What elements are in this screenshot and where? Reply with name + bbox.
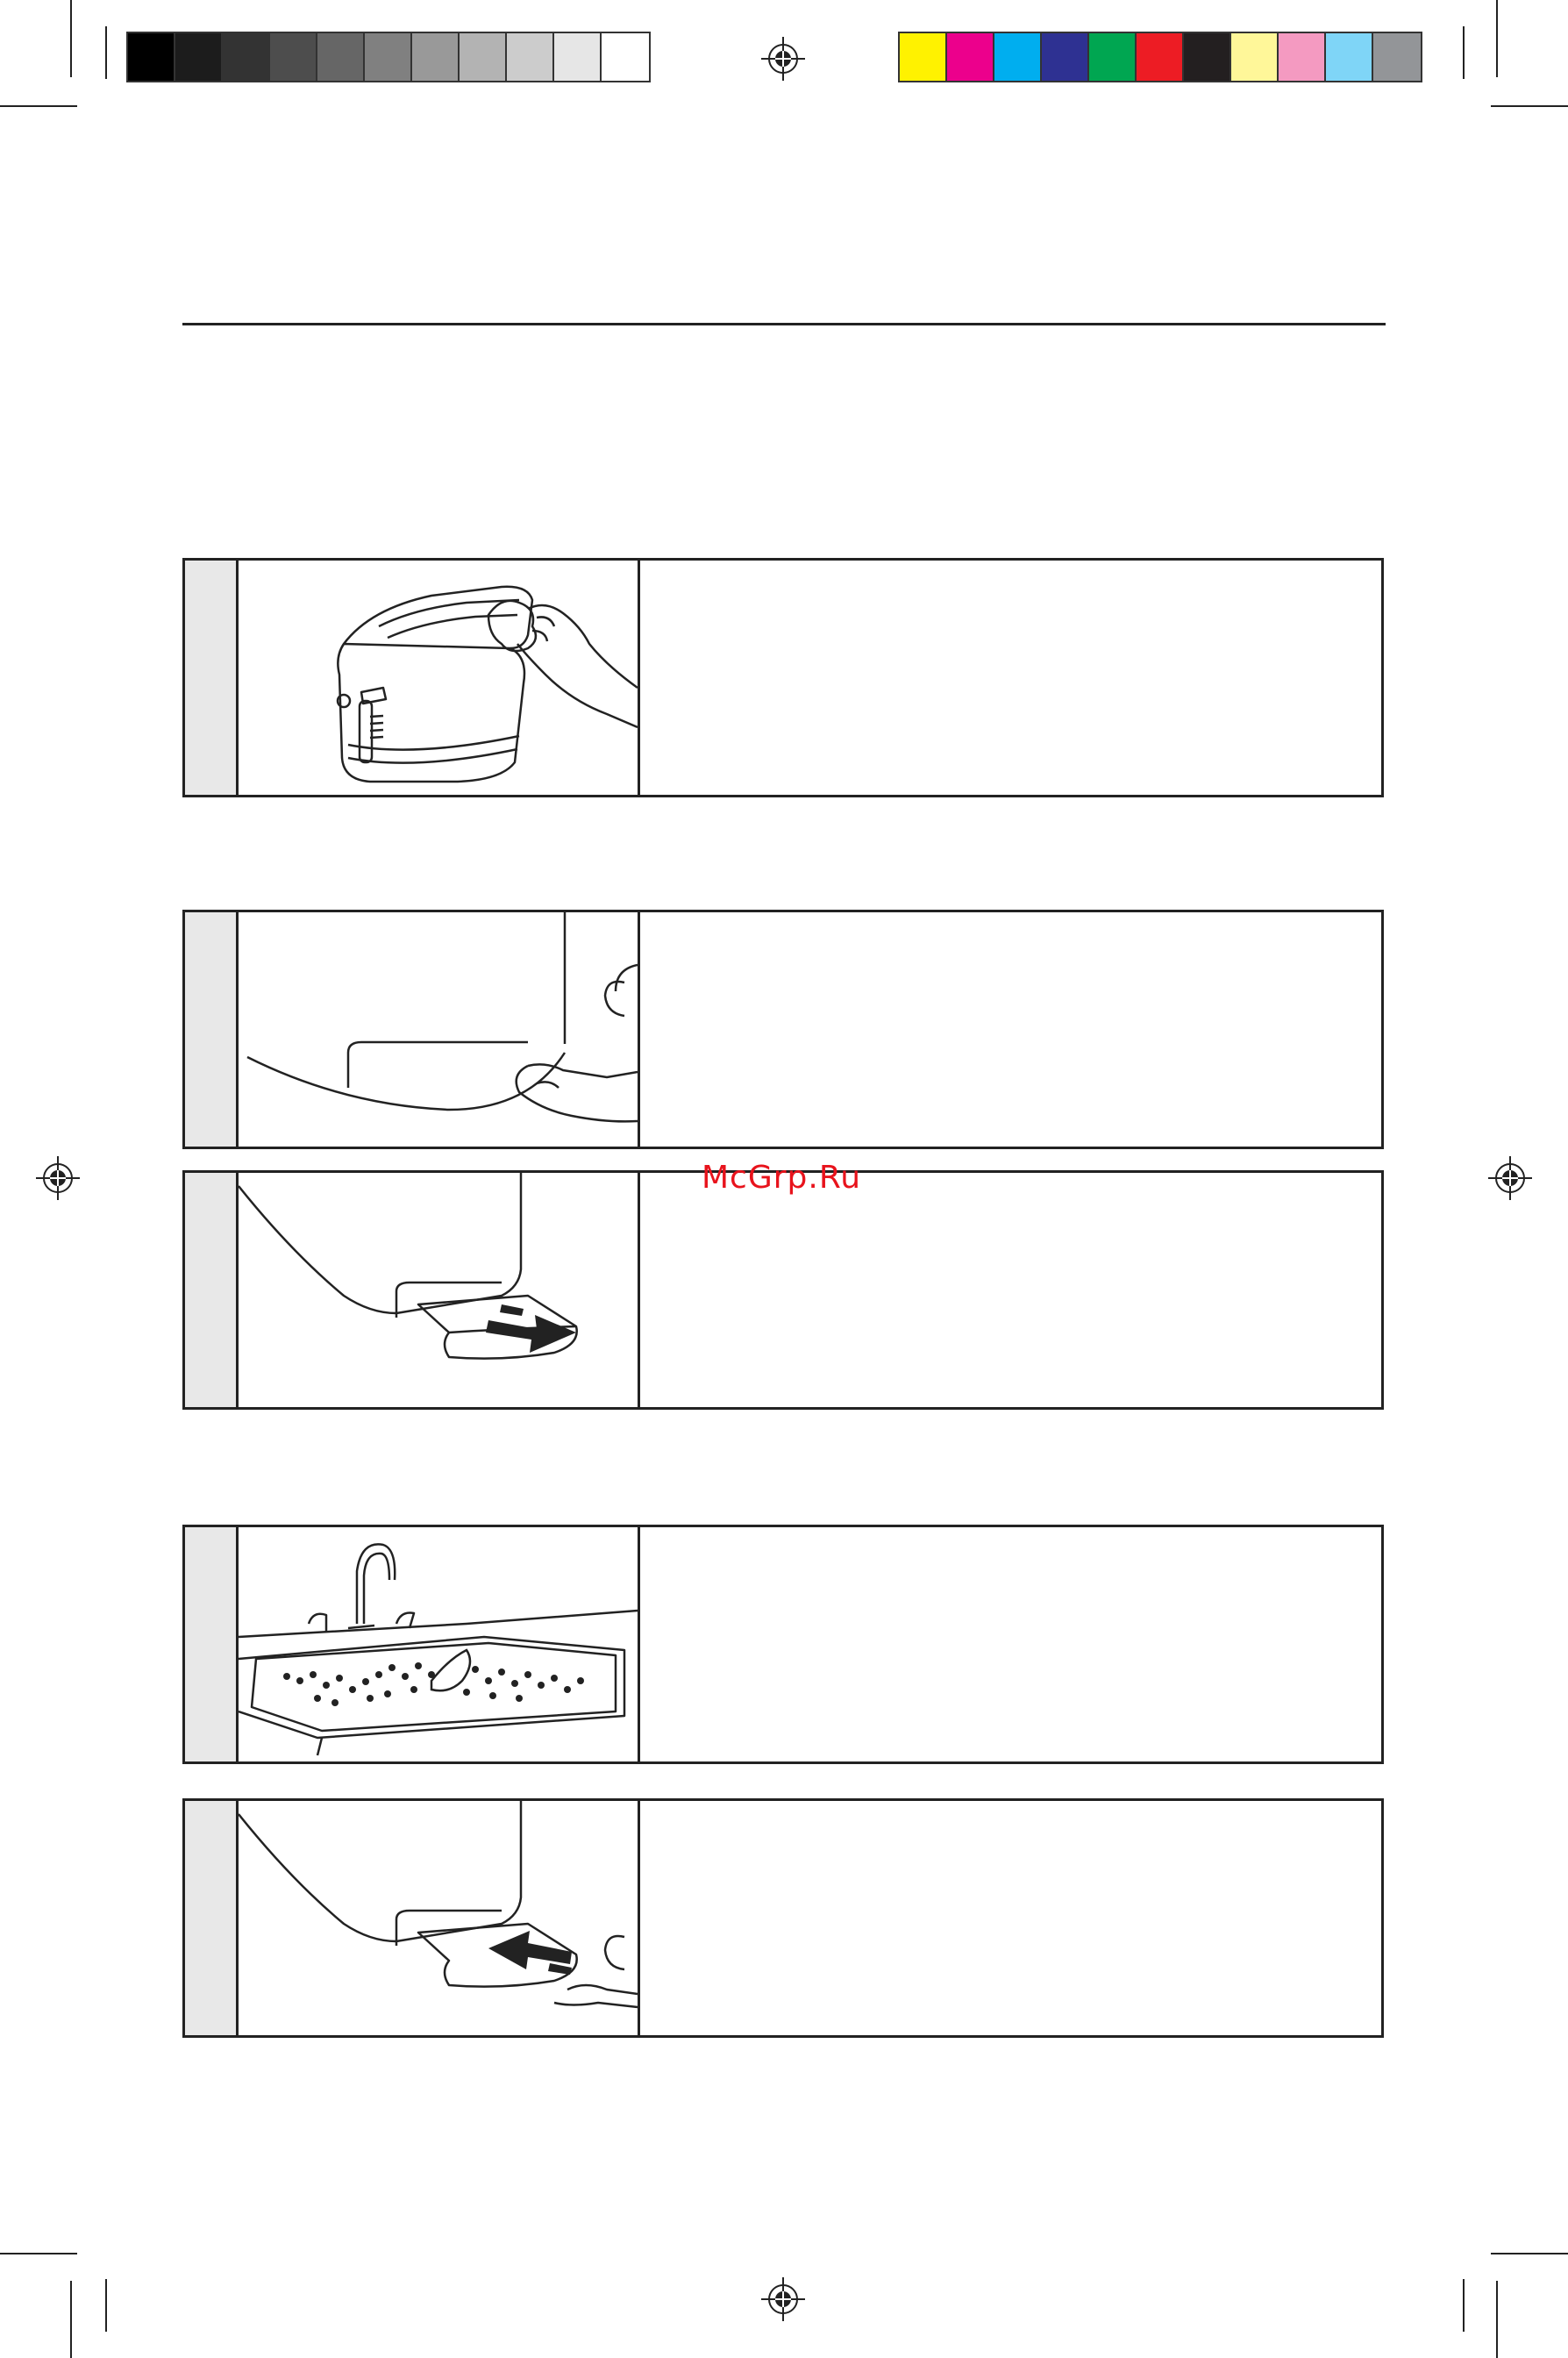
color-swatch: [507, 33, 554, 81]
color-swatch: [1184, 33, 1231, 81]
process-color-bar: [898, 32, 1422, 82]
step-number-column: [185, 1801, 239, 2035]
step-box-wipe-toaster: [182, 558, 1384, 797]
grayscale-color-bar: [126, 32, 651, 82]
color-swatch: [317, 33, 365, 81]
step-box-pull-out-crumb-tray: [182, 1170, 1384, 1410]
crop-mark-bottom-left-v: [70, 2281, 72, 2358]
step-number-column: [185, 561, 239, 795]
crop-mark-top-left-v2: [105, 26, 107, 79]
step-illustration: [239, 561, 640, 795]
step-illustration: [239, 1801, 640, 2035]
registration-target-icon: [36, 1156, 80, 1200]
step-number-column: [185, 1173, 239, 1407]
registration-target-icon: [1488, 1156, 1532, 1200]
step-number-column: [185, 1527, 239, 1761]
color-swatch: [947, 33, 994, 81]
color-swatch: [1326, 33, 1373, 81]
step-box-press-crumb-tray: [182, 910, 1384, 1149]
color-swatch: [602, 33, 649, 81]
step-text-area: [640, 1173, 1381, 1407]
color-swatch: [1279, 33, 1326, 81]
step-number-column: [185, 912, 239, 1147]
finger-pressing-tray-icon: [239, 912, 638, 1147]
crop-mark-bottom-left-v2: [105, 2279, 107, 2332]
crop-mark-bottom-right-h: [1491, 2253, 1568, 2254]
color-swatch: [1373, 33, 1421, 81]
step-illustration: [239, 912, 640, 1147]
crop-mark-top-right-h: [1491, 105, 1568, 107]
color-swatch: [1231, 33, 1279, 81]
color-swatch: [994, 33, 1042, 81]
crop-mark-top-right-v2: [1463, 26, 1465, 79]
step-box-push-in-crumb-tray: [182, 1798, 1384, 2038]
tray-pull-out-arrow-icon: [239, 1173, 638, 1407]
color-swatch: [554, 33, 602, 81]
crop-mark-bottom-right-v2: [1463, 2279, 1465, 2332]
hand-wiping-toaster-icon: [239, 561, 638, 795]
crumbs-in-sink-icon: [239, 1527, 638, 1761]
registration-target-icon: [761, 2277, 805, 2321]
color-swatch: [1042, 33, 1089, 81]
section-divider: [182, 323, 1386, 325]
color-swatch: [270, 33, 317, 81]
color-swatch: [900, 33, 947, 81]
crop-mark-top-left-v: [70, 0, 72, 77]
color-swatch: [223, 33, 270, 81]
crop-mark-bottom-left-h: [0, 2253, 77, 2254]
step-text-area: [640, 1801, 1381, 2035]
color-swatch: [1089, 33, 1137, 81]
color-swatch: [412, 33, 460, 81]
color-swatch: [460, 33, 507, 81]
step-text-area: [640, 561, 1381, 795]
color-swatch: [128, 33, 175, 81]
step-box-empty-crumb-tray: [182, 1525, 1384, 1764]
crop-mark-top-right-v: [1496, 0, 1498, 77]
watermark: McGrp.Ru: [702, 1160, 862, 1196]
tray-push-in-arrow-icon: [239, 1801, 638, 2035]
registration-target-icon: [761, 37, 805, 81]
color-swatch: [1137, 33, 1184, 81]
color-swatch: [365, 33, 412, 81]
step-illustration: [239, 1527, 640, 1761]
step-text-area: [640, 1527, 1381, 1761]
step-text-area: [640, 912, 1381, 1147]
step-illustration: [239, 1173, 640, 1407]
crop-mark-bottom-right-v: [1496, 2281, 1498, 2358]
crop-mark-top-left-h: [0, 105, 77, 107]
color-swatch: [175, 33, 223, 81]
